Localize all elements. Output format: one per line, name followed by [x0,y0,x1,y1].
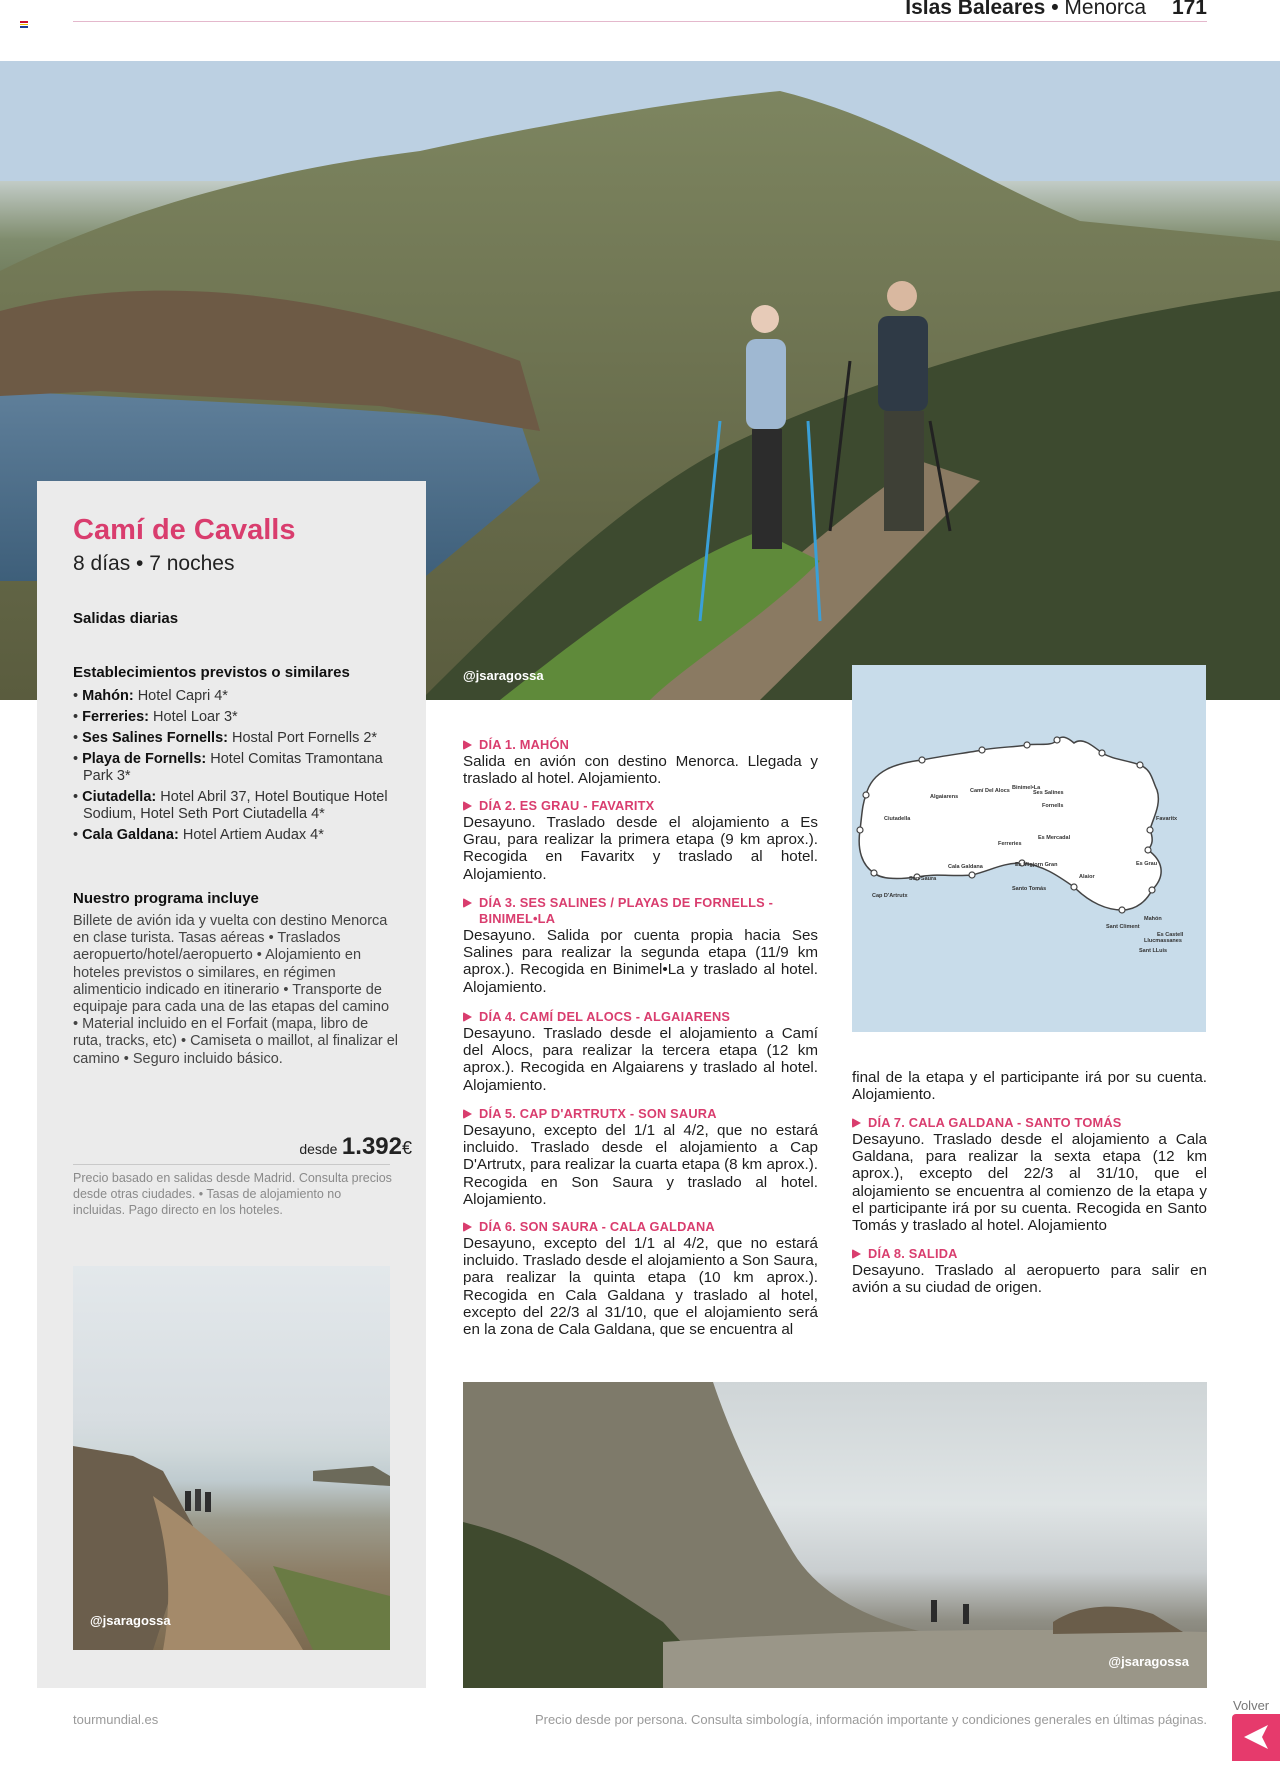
back-label: Volver [1233,1698,1270,1713]
trip-title: Camí de Cavalls [73,514,296,546]
day-title: DÍA 5. CAP D'ARTRUTX - SON SAURA [479,1106,717,1121]
itinerary-day-4 [463,1009,818,1094]
day-text: Desayuno. Traslado desde el alojamiento a Cala Galdana, para realizar la sexta etapa (12 km aprox.), excepto del 22/3 al 31/10, que el alojamiento se encuentra al comienzo de la etapa y el participante irá por su cuenta. Recogida en Santo Tomás y traslado al hotel. Alojamiento [852,1131,1207,1235]
price-note: Precio basado en salidas desde Madrid. Consulta precios desde otras ciudades. • Tasas de alojamiento no incluidas. Pago directo en los hoteles. [73,1171,392,1217]
header-region: Islas Baleares [905,0,1046,19]
hotels-heading: Establecimientos previstos o similares [73,664,350,681]
day-text: Desayuno. Traslado al aeropuerto para salir en avión a su ciudad de origen. [852,1262,1207,1297]
map-label: Es Castell [1157,932,1184,938]
map-label: Sant Climent [1106,924,1140,930]
map-label: Ciutadella [884,816,911,822]
map-label: Son Saura [909,876,937,882]
map-label: Algaiarens [930,794,959,800]
day-title: DÍA 6. SON SAURA - CALA GALDANA [479,1219,715,1234]
day-text: Desayuno. Traslado desde el alojamiento a Es Grau, para realizar la primera etapa (9 km aprox.). Recogida en Favaritx y traslado al hotel. Alojamiento. [463,814,818,883]
page-number: 171 [1171,0,1207,19]
itinerary-day-5 [463,1106,818,1208]
map-label: Ses Salines [1033,790,1064,796]
itinerary-day-3 [463,895,818,996]
day-title: DÍA 7. CALA GALDANA - SANTO TOMÁS [868,1115,1122,1130]
beach-path-illustration [73,1266,390,1650]
itinerary-day-8 [852,1246,1207,1296]
map-label: Santo Tomás [1012,886,1047,892]
day-text: final de la etapa y el participante irá por su cuenta. Alojamiento. [852,1069,1207,1104]
map-label: Llucmassanes [1144,938,1182,944]
map-label: Binimel•La [1012,785,1041,791]
program-heading: Nuestro programa incluye [73,890,259,907]
photo3-credit: @jsaragossa [1108,1654,1189,1669]
price-currency: € [401,1138,412,1158]
menorca-map [852,665,1206,1032]
map-label: Favaritx [1156,816,1178,822]
divider [73,1164,390,1165]
back-arrow-icon [1232,1714,1280,1761]
cliff-illustration [463,1382,1207,1688]
itinerary-day-6 [463,1219,818,1338]
day-title: DÍA 2. ES GRAU - FAVARITX [479,798,655,813]
photo2-credit: @jsaragossa [90,1613,171,1628]
day-marker-icon [463,740,472,750]
day-title: DÍA 4. CAMÍ DEL ALOCS - ALGAIARENS [479,1009,731,1024]
day-text: Salida en avión con destino Menorca. Llegada y traslado al hotel. Alojamiento. [463,753,818,788]
day-text: Desayuno, excepto del 1/1 al 4/2, que no estará incluido. Traslado desde el alojamiento a Cap D'Artrutx, para realizar la cuarta etapa (8 km aprox.). Recogida en Son Saura y traslado al hotel. Alojamiento. [463,1122,818,1208]
day-marker-icon [463,801,472,811]
hotels-list [73,688,403,848]
website-link[interactable]: tourmundial.es [73,1712,159,1727]
day-title: DÍA 3. SES SALINES / PLAYAS DE FORNELLS - BINIMEL•LA [479,895,774,926]
day-marker-icon [852,1249,861,1259]
day-marker-icon [463,1109,472,1119]
map-label: Ferreries [998,841,1022,847]
map-label: Sant LLuis [1139,948,1168,954]
day-title: DÍA 1. MAHÓN [479,737,570,752]
day-marker-icon [463,898,472,908]
day-text: Desayuno. Traslado desde el alojamiento a Camí del Alocs, para realizar la tercera etapa (12 km aprox.). Recogida en Algaiarens y traslado al hotel. Alojamiento. [463,1025,818,1094]
price [299,1133,412,1161]
map-label: Camí Del Alocs [970,788,1010,794]
hero-photo-credit: @jsaragossa [463,668,544,683]
list-item: • Ferreries: Hotel Loar 3* [73,709,238,725]
itinerary-day-6-continued [852,1069,1207,1103]
departures-label: Salidas diarias [73,610,179,627]
map-label: Es Migjorn Gran [1015,862,1058,868]
map-label: Fornells [1042,803,1064,809]
header-rule [73,21,1207,22]
list-item: • Playa de Fornells: Hotel Comitas Tramontana Park 3* [73,751,383,784]
cliff-hikers-photo [463,1382,1207,1688]
list-item: • Ciutadella: Hotel Abril 37, Hotel Boutique Hotel Sodium, Hotel Seth Port Ciutadella 4* [73,789,388,822]
map-label: Cap D'Artrutx [872,893,908,899]
trip-duration: 8 días • 7 noches [73,552,235,575]
footer-disclaimer: Precio desde por persona. Consulta simbología, información importante y condiciones generales en últimas páginas. [534,1712,1207,1727]
page-header [905,0,1207,20]
map-label: Es Mercadal [1038,835,1071,841]
price-amount: 1.392 [341,1133,402,1160]
back-button[interactable] [1232,1714,1280,1761]
day-marker-icon [463,1012,472,1022]
route-map [852,665,1206,1032]
list-item: • Mahón: Hotel Capri 4* [73,688,228,704]
header-separator: • [1051,0,1059,19]
itinerary-day-2 [463,798,818,883]
flag-icon [20,21,28,28]
map-label: Mahón [1144,916,1162,922]
day-text: Desayuno, excepto del 1/1 al 4/2, que no estará incluido. Traslado desde el alojamiento a Son Saura, para realizar la quinta etapa (10 km aprox.). Recogida en Cala Galdana y traslado al hotel, excepto del 22/3 al 31/10, que el alojamiento será en la zona de Cala Galdana, que se encuentra al [463,1235,818,1339]
day-marker-icon [852,1118,861,1128]
list-item: • Cala Galdana: Hotel Artiem Audax 4* [73,827,324,843]
price-from-label: desde [299,1141,338,1157]
map-label: Es Grau [1136,861,1158,867]
itinerary-day-1 [463,737,818,787]
day-title: DÍA 8. SALIDA [868,1246,958,1261]
map-label: Cala Galdana [948,864,983,870]
program-text: Billete de avión ida y vuelta con destino Menorca en clase turista. Tasas aéreas • Traslados aeropuerto/hotel/aeropuerto • Alojamiento en hoteles previstos o similares, en régimen alimenticio indicado en itinerario • Transporte de equipaje para cada una de las etapas del camino • Material incluido en el Forfait (mapa, libro de ruta, tracks, etc) • Camiseta o maillot, al finalizar el camino • Seguro incluido básico. [73,913,398,1067]
beach-path-photo [73,1266,390,1650]
day-marker-icon [463,1222,472,1232]
list-item: • Ses Salines Fornells: Hostal Port Fornells 2* [73,730,378,746]
itinerary-day-7 [852,1115,1207,1234]
day-text: Desayuno. Salida por cuenta propia hacia Ses Salines para realizar la segunda etapa (11/9 km aprox.). Recogida en Binimel•La y traslado al hotel. Alojamiento. [463,927,818,996]
map-label: Alaior [1079,874,1095,880]
header-island: Menorca [1064,0,1147,19]
